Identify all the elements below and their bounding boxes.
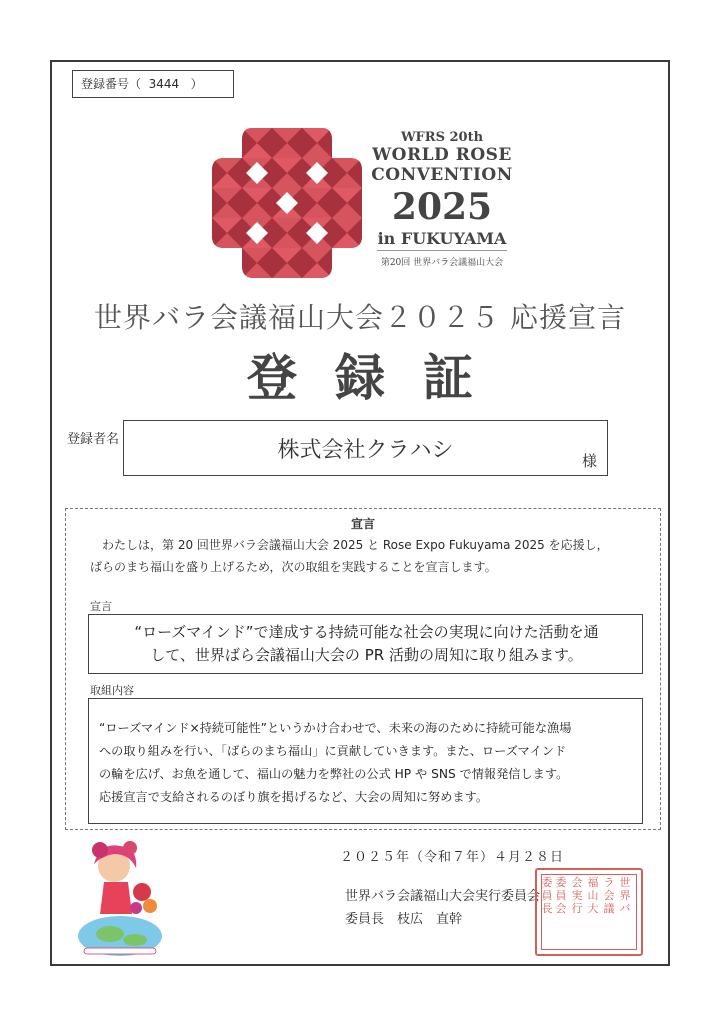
activities-box — [88, 698, 643, 824]
declaration-text-line: “ローズマインド”で達成する持続可能な社会の実現に向けた活動を通 — [134, 623, 599, 641]
committee-chair: 委員長 枝広 直幹 — [345, 912, 463, 927]
rose-convention-logo-mark — [212, 128, 362, 278]
logo-japanese-name: 第20回 世界バラ会議福山大会 — [380, 258, 504, 268]
registration-number-close: ） — [190, 77, 203, 91]
activities-text-line: “ローズマインド×持続可能性”というかけ合わせで、未来の海のために持続可能な漁場 — [99, 721, 572, 735]
registrant-honorific: 様 — [581, 452, 597, 470]
registration-number-value: 3444 — [148, 77, 180, 91]
activities-text-line: 応援宣言で支給されるのぼり旗を掲げるなど、大会の周知に努めます。 — [99, 790, 489, 804]
registration-number-box — [72, 70, 234, 98]
convention-wordmark — [362, 130, 522, 268]
declaration-label: 宣言 — [90, 600, 112, 613]
seal-column: ラ会議 — [603, 876, 615, 915]
declaration-box — [88, 614, 643, 674]
seal-column: 委員会 — [555, 876, 567, 915]
logo-city: in FUKUYAMA — [377, 229, 507, 248]
seal-column: 世界バ — [619, 876, 631, 915]
seal-column: 会実行 — [571, 876, 583, 915]
declaration-intro-line: ばらのまち福山を盛り上げるため，次の取組を実践することを宣言します。 — [90, 560, 497, 574]
logo-line-wfrs: WFRS 20th — [400, 130, 484, 145]
activities-text-line: の輪を広げ、お魚を通して、福山の魅力を弊社の公式 HP や SNS で情報発信します。 — [99, 767, 569, 781]
declaration-text — [99, 621, 634, 667]
committee-name: 世界バラ会議福山大会実行委員会 — [345, 889, 541, 904]
registrant-name: 株式会社クラハシ — [277, 438, 454, 463]
logo-line-world-rose: WORLD ROSE — [372, 145, 512, 165]
seal-column: 福山大 — [587, 876, 599, 915]
logo-line-convention: CONVENTION — [371, 165, 513, 185]
certificate-title: 登録証 — [247, 349, 511, 407]
page-headline: 世界バラ会議福山大会２０２５ 応援宣言 — [94, 301, 626, 334]
activities-text — [99, 717, 636, 809]
registrant-name-box — [123, 420, 608, 476]
registration-number-label: 登録番号（ — [81, 77, 142, 91]
activities-text-line: への取り組みを行い、「ばらのまち福山」に貢献していきます。また、ローズマインド — [99, 744, 567, 758]
declaration-intro — [90, 534, 650, 578]
official-seal-stamp — [535, 868, 643, 956]
logo-year: 2025 — [391, 186, 493, 228]
declaration-heading: 宣言 — [350, 517, 375, 531]
issue-date: ２０２５年（令和７年）４月２８日 — [340, 850, 565, 865]
rose-mascot-illustration — [70, 836, 170, 956]
issuing-organization — [345, 885, 540, 931]
logo-divider — [377, 250, 507, 251]
seal-column: 委員長 — [541, 876, 553, 915]
activities-label: 取組内容 — [90, 684, 134, 697]
registrant-label: 登録者名 — [67, 432, 120, 447]
declaration-intro-line: わたしは，第 20 回世界バラ会議福山大会 2025 と Rose Expo Fukuyama 2025 を応援し， — [102, 538, 609, 552]
declaration-text-line: して、世界ばら会議福山大会の PR 活動の周知に取り組みます。 — [150, 646, 583, 664]
